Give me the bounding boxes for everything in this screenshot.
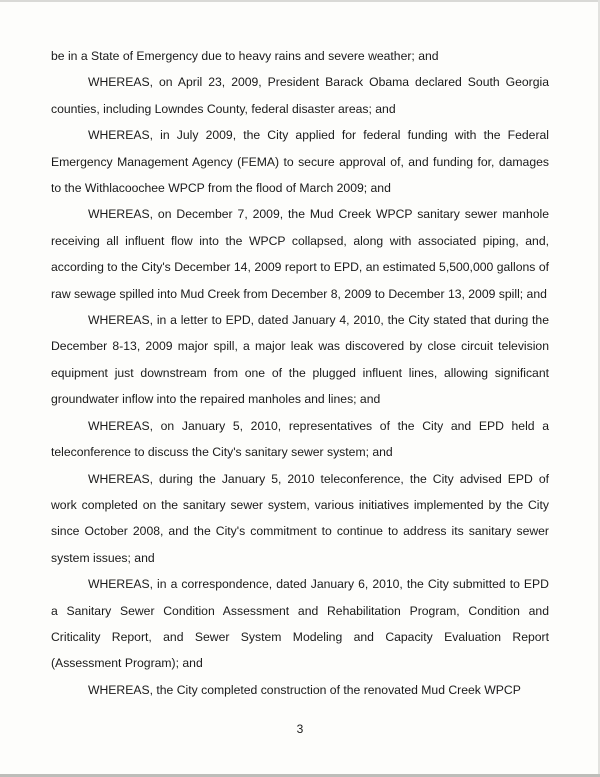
paragraph-whereas-fema-funding: WHEREAS, in July 2009, the City applied for federal funding with the Federal Emergency Management Agency (FEMA) to secure approval of, and funding for, damages to the Withlacoochee WPCP from the flood of March 2009; and xyxy=(51,128,549,196)
paragraph-whereas-teleconference: WHEREAS, on January 5, 2010, representatives of the City and EPD held a teleconference to discuss the City's sanitary sewer system; and xyxy=(51,418,549,460)
page-number: 3 xyxy=(296,722,304,736)
paragraph-whereas-construction: WHEREAS, the City completed construction of the renovated Mud Creek WPCP xyxy=(88,682,521,697)
paragraph-whereas-letter-to-epd: WHEREAS, in a letter to EPD, dated January 4, 2010, the City stated that during the December 8-13, 2009 major spill, a major leak was discovered by close circuit television equipment just downstream from one of the plugged influent lines, allowing significant groundwater inflow into the repaired manholes and lines; and xyxy=(51,313,549,407)
paragraph-whereas-city-advised: WHEREAS, during the January 5, 2010 teleconference, the City advised EPD of work completed on the sanitary sewer system, various initiatives implemented by the City since October 2008, and the City's commitment to continue to address its sanitary sewer system issues; and xyxy=(51,471,549,565)
paragraph-continuation: be in a State of Emergency due to heavy rains and severe weather; and xyxy=(51,49,439,63)
paragraph-whereas-assessment-program: WHEREAS, in a correspondence, dated January 6, 2010, the City submitted to EPD a Sanitary Sewer Condition Assessment and Rehabilitation Program, Condition and Criticality Report, and Sewer System Modeling and Capacity Evaluation Report (Assessment Program); and xyxy=(51,577,549,671)
document-body xyxy=(51,43,549,703)
paragraph-whereas-disaster-areas: WHEREAS, on April 23, 2009, President Barack Obama declared South Georgia counties, including Lowndes County, federal disaster areas; and xyxy=(51,75,549,116)
scan-edge-top xyxy=(0,0,600,2)
paragraph-whereas-manhole-collapse: WHEREAS, on December 7, 2009, the Mud Creek WPCP sanitary sewer manhole receiving all influent flow into the WPCP collapsed, along with associated piping, and, according to the City's December 14, 2009 report to EPD, an estimated 5,500,000 gallons of raw sewage spilled into Mud Creek from December 8, 2009 to December 13, 2009 spill; and xyxy=(51,207,549,301)
